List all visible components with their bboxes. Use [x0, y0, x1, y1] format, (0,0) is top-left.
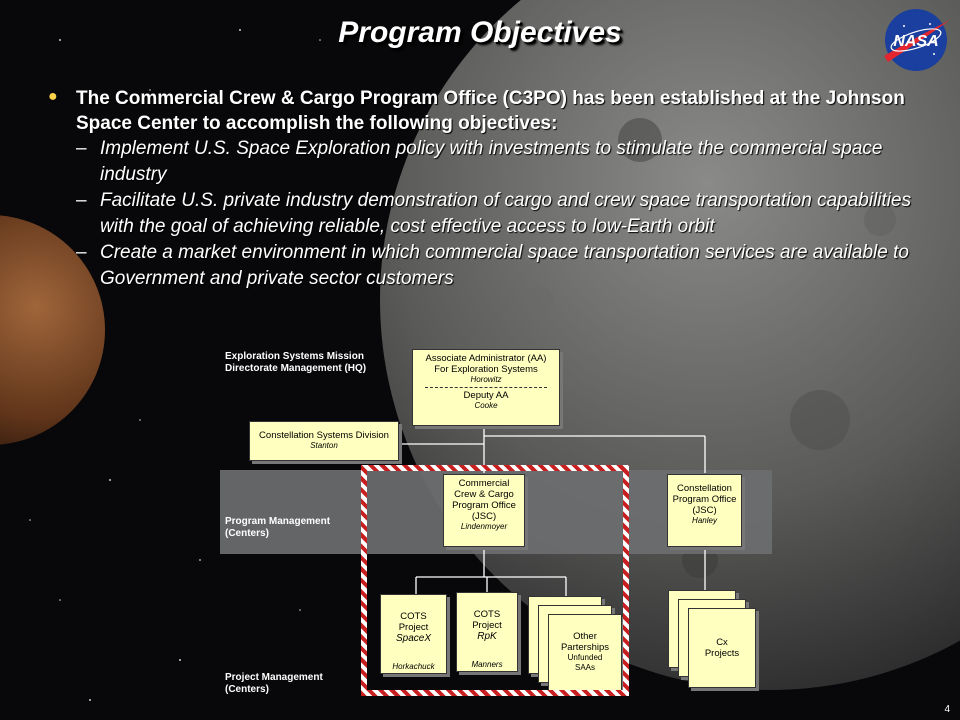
hq-label: Exploration Systems Mission Directorate Management (HQ)	[225, 351, 367, 374]
spacex-title: COTS Project	[398, 611, 429, 633]
spacex-name: Horkachuck	[392, 662, 435, 671]
aa-title: Associate Administrator (AA) For Exploration Systems	[425, 353, 547, 375]
rpk-company: RpK	[477, 631, 497, 642]
other-sub: Unfunded	[567, 653, 603, 662]
sub-bullet-3: – Create a market environment in which commercial space transportation services are available to Government and private sector customers	[76, 242, 909, 289]
main-bullet: The Commercial Crew & Cargo Program Office (C3PO) has been established at the Johnson Space Center to accomplish the following objectives:	[76, 88, 905, 134]
csd-name: Stanton	[310, 441, 338, 450]
page-number: 4	[944, 704, 950, 715]
deputy-aa-title: Deputy AA	[463, 390, 509, 401]
csd-title: Constellation Systems Division	[259, 430, 389, 441]
cpo-title: Constellation Program Office (JSC)	[672, 483, 737, 516]
c3po-title: Commercial Crew & Cargo Program Office (JSC)	[452, 478, 516, 522]
sub-bullet-2: – Facilitate U.S. private industry demonstration of cargo and crew space transportation capabilities with the goal of achieving reliable, cost effective access to low-Earth orbit	[76, 190, 912, 237]
constellation-systems-division-box	[249, 421, 399, 461]
associate-administrator-box	[412, 349, 560, 426]
cpo-name: Hanley	[692, 516, 717, 525]
constellation-program-office-box	[667, 474, 742, 547]
dashed-divider	[425, 387, 547, 388]
cx-projects-box	[688, 608, 756, 688]
deputy-aa-name: Cooke	[474, 401, 498, 410]
program-management-label: Program Management (Centers)	[225, 516, 331, 539]
slide-title: Program Objectives	[338, 16, 622, 49]
nasa-logo-text: NASA	[893, 33, 939, 50]
dash-marker: –	[76, 190, 87, 211]
dash-marker: –	[76, 242, 87, 263]
c3po-highlight-frame	[361, 465, 629, 696]
project-management-label: Project Management (Centers)	[225, 672, 323, 695]
rpk-name: Manners	[471, 660, 503, 669]
other-sub2: SAAs	[574, 663, 595, 672]
rpk-title: COTS Project	[472, 609, 502, 631]
spacex-company: SpaceX	[395, 633, 432, 644]
sub-bullet-1: – Implement U.S. Space Exploration policy with investments to stimulate the commercial space industry	[76, 138, 883, 185]
dash-marker: –	[76, 138, 87, 159]
cx-title: Cx Projects	[704, 637, 740, 659]
c3po-name: Lindenmoyer	[460, 522, 508, 531]
other-title: Other Parterships	[560, 631, 610, 653]
bullet-icon: ●	[48, 88, 58, 105]
aa-name: Horowitz	[470, 375, 502, 384]
